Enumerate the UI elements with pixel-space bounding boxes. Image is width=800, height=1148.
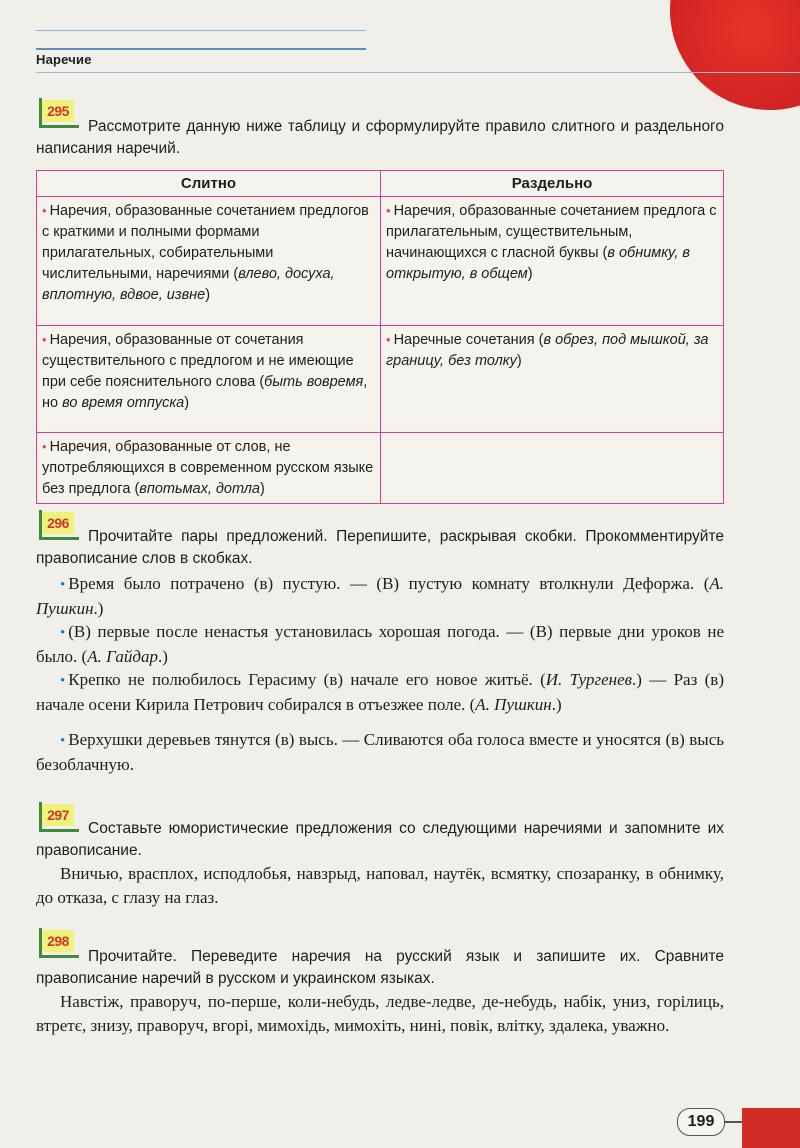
table-row	[37, 326, 724, 433]
word-list-297: Вничью, врасплох, исподлобья, навзрыд, наповал, наутёк, всмятку, спозаранку, в обнимку, до отказа, с глазу на глаз.	[36, 864, 724, 907]
page-number: 199	[677, 1108, 725, 1136]
sentence-item: • Крепко не полюбилось Герасиму (в) начале его новое житьё. (И. Тургенев.) — Раз (в) начале осени Кирила Петрович собирался в отъезжее поле. (А. Пушкин.)	[36, 670, 724, 714]
exercise-296-task: Прочитайте пары предложений. Перепишите, раскрывая скобки. Прокомментируйте правописание слов в скобках.	[36, 528, 724, 567]
table-row	[37, 433, 724, 504]
bullet-icon: •	[386, 203, 391, 218]
header-line-top	[36, 30, 366, 31]
table-cell-empty	[381, 433, 724, 504]
page-number-line	[724, 1121, 744, 1123]
exercise-number-297: 297	[42, 804, 74, 826]
table-cell: • Наречия, образованные от слов, не употребляющихся в современном русском языке без предлога (впотьмах, дотла)	[37, 433, 381, 504]
column-header-together: Слитно	[37, 171, 381, 197]
table-row	[37, 197, 724, 326]
bullet-icon: •	[60, 673, 66, 689]
exercise-295-task: Рассмотрите данную ниже таблицу и сформулируйте правило слитного и раздельного написания наречий.	[36, 118, 724, 157]
table-cell: • Наречные сочетания (в обрез, под мышкой, за границу, без толку)	[381, 326, 724, 433]
exercise-298-task: Прочитайте. Переведите наречия на русский язык и запишите их. Сравните правописание наречий в русском и украинском языках.	[36, 948, 724, 987]
bullet-icon: •	[60, 625, 66, 641]
sentence-item: • Время было потрачено (в) пустую. — (В) пустую комнату втолкнули Дефоржа. (А. Пушкин.)	[36, 574, 724, 618]
spelling-rules-table	[36, 170, 724, 504]
column-header-separate: Раздельно	[381, 171, 724, 197]
header-line	[36, 48, 366, 50]
bullet-icon: •	[42, 203, 47, 218]
header-rule	[36, 72, 800, 73]
bullet-icon: •	[42, 439, 47, 454]
table-cell: • Наречия, образованные сочетанием предлогов с краткими и полными формами прилагательных, собирательными числительными, наречиями (влево, досуха, вплотную, вдвое, извне)	[37, 197, 381, 326]
exercise-number-298: 298	[42, 930, 74, 952]
corner-decoration-bottom	[742, 1108, 800, 1148]
table-cell: • Наречия, образованные сочетанием предлога с прилагательным, существительным, начинающихся с гласной буквы (в обнимку, в открытую, в общем)	[381, 197, 724, 326]
table-cell: • Наречия, образованные от сочетания существительного с предлогом и не имеющие при себе пояснительного слова (быть вовремя, но во время отпуска)	[37, 326, 381, 433]
exercise-number-296: 296	[42, 512, 74, 534]
exercise-number-295: 295	[42, 100, 74, 122]
corner-decoration	[670, 0, 800, 110]
section-title: Наречие	[36, 52, 92, 67]
exercise-297-task: Составьте юмористические предложения со следующими наречиями и запомните их правописание.	[36, 820, 724, 859]
bullet-icon: •	[60, 733, 66, 749]
bullet-icon: •	[386, 332, 391, 347]
bullet-icon: •	[60, 577, 66, 593]
word-list-298: Навстіж, праворуч, по-перше, коли-небудь, ледве-ледве, де-небудь, набік, униз, горілиць, втретє, знизу, праворуч, вгорі, мимохідь, мимохіть, нині, повік, влітку, здалека, уважно.	[36, 992, 724, 1035]
bullet-icon: •	[42, 332, 47, 347]
table-header-row	[37, 171, 724, 197]
sentence-item: • (В) первые после ненастья установилась хорошая погода. — (В) первые дни уроков не было. (А. Гайдар.)	[36, 622, 724, 666]
sentence-item: • Верхушки деревьев тянутся (в) высь. — Сливаются оба голоса вместе и уносятся (в) высь безоблачную.	[36, 730, 724, 774]
